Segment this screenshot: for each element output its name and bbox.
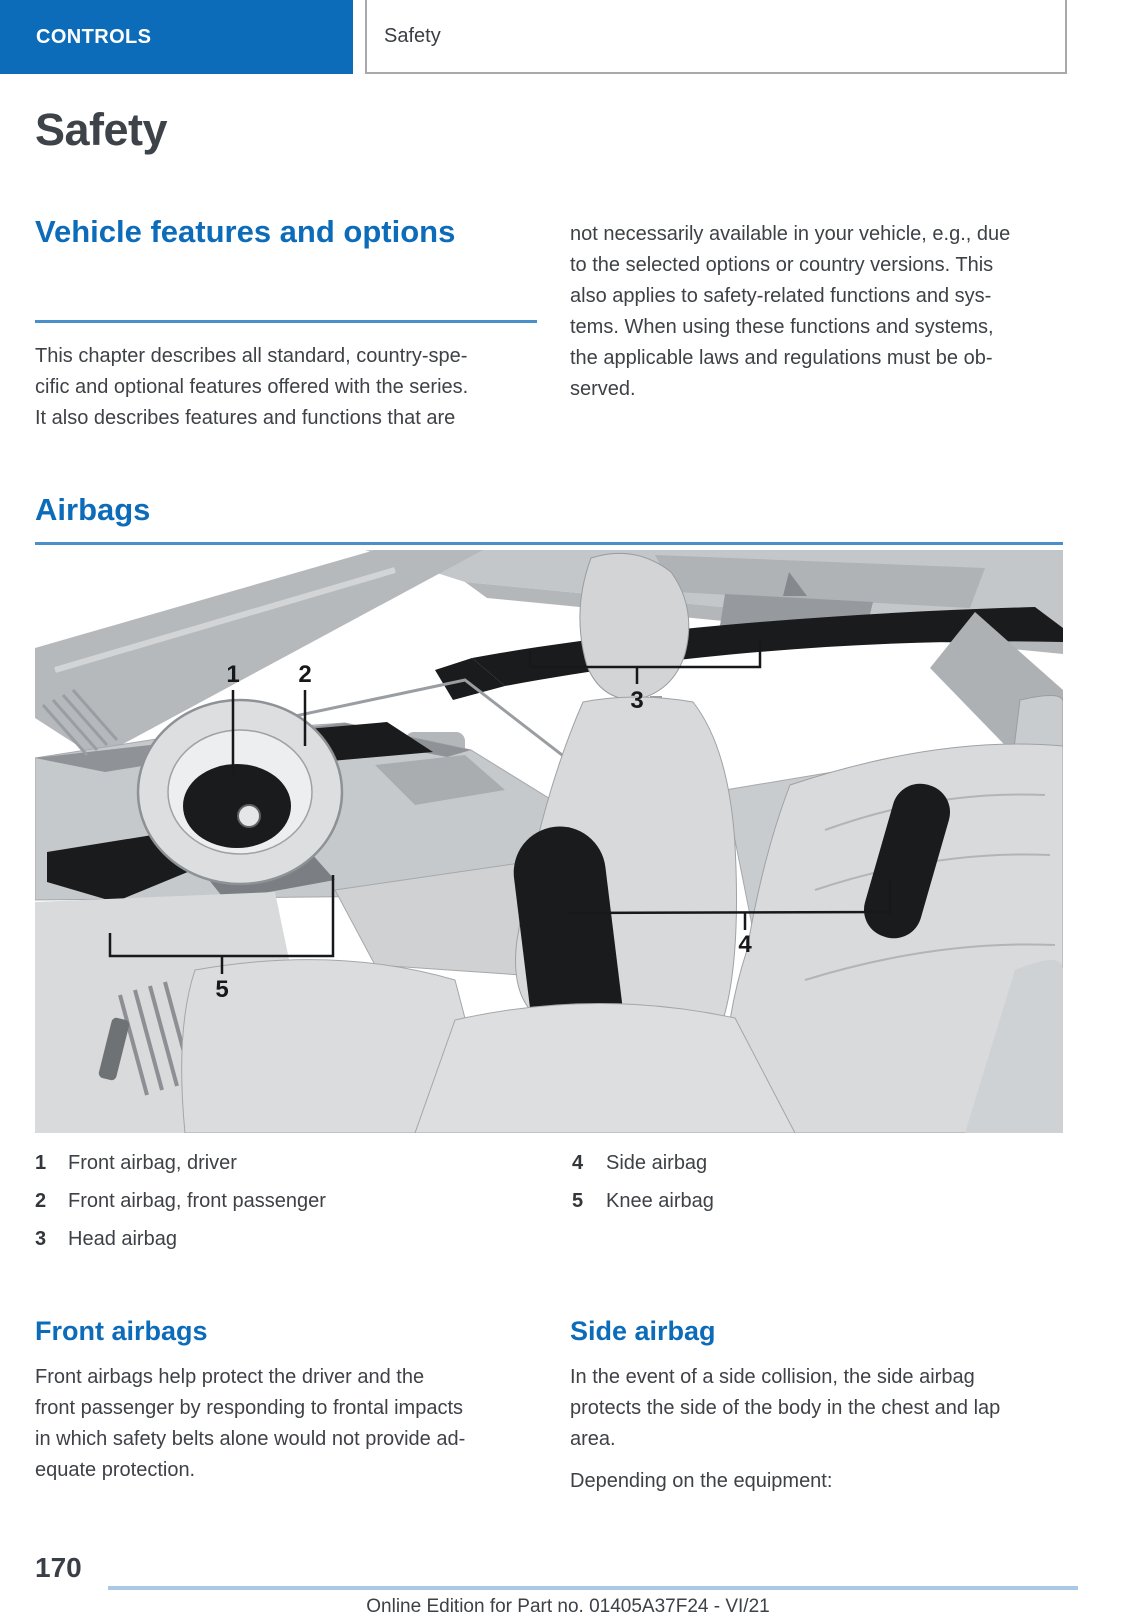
text-line: to the selected options or country versions. This bbox=[570, 254, 994, 276]
legend-number: 3 bbox=[35, 1228, 47, 1250]
text-line: the applicable laws and regulations must be ob- bbox=[570, 347, 993, 369]
text-line: protects the side of the body in the chest and lap bbox=[570, 1397, 1001, 1419]
text-line: served. bbox=[570, 378, 636, 400]
subsection-title-front-airbags: Front airbags bbox=[35, 1316, 208, 1346]
text-line: This chapter describes all standard, country-spe- bbox=[35, 345, 468, 367]
section-tab-label: Safety bbox=[384, 25, 441, 47]
page-title: Safety bbox=[35, 104, 168, 155]
legend-label: Knee airbag bbox=[606, 1190, 714, 1212]
legend-number: 4 bbox=[572, 1152, 584, 1174]
airbag-location-figure bbox=[35, 550, 1063, 1133]
callout-4-number: 4 bbox=[738, 931, 752, 958]
vehicle-features-paragraph-left bbox=[35, 341, 545, 434]
legend-number: 1 bbox=[35, 1152, 47, 1174]
section-tab bbox=[365, 0, 1067, 74]
footer-rule bbox=[108, 1586, 1078, 1590]
text-line: also applies to safety-related functions and sys- bbox=[570, 285, 992, 307]
text-line: area. bbox=[570, 1428, 616, 1450]
footer-note: Online Edition for Part no. 01405A37F24 - VI/21 bbox=[366, 1596, 770, 1617]
callout-1-number: 1 bbox=[226, 661, 240, 688]
text-line: It also describes features and functions that are bbox=[35, 407, 456, 429]
legend-label: Side airbag bbox=[606, 1152, 708, 1174]
section-title-airbags: Airbags bbox=[35, 492, 151, 527]
text-line: In the event of a side collision, the side airbag bbox=[570, 1366, 975, 1388]
text-line: front passenger by responding to frontal impacts bbox=[35, 1397, 464, 1419]
text-line: Depending on the equipment: bbox=[570, 1470, 833, 1492]
side-airbag-paragraph-2 bbox=[570, 1466, 1070, 1497]
text-line: cific and optional features offered with the series. bbox=[35, 376, 469, 398]
section-rule bbox=[35, 542, 1063, 545]
section-title-vehicle-features: Vehicle features and options bbox=[35, 214, 456, 249]
page-number: 170 bbox=[35, 1552, 82, 1583]
legend-number: 2 bbox=[35, 1190, 47, 1212]
subsection-title-side-airbag: Side airbag bbox=[570, 1316, 716, 1346]
text-line: in which safety belts alone would not provide ad- bbox=[35, 1428, 466, 1450]
legend-label: Front airbag, driver bbox=[68, 1152, 237, 1174]
callout-2-number: 2 bbox=[298, 661, 312, 688]
callout-3-number: 3 bbox=[630, 687, 644, 714]
side-airbag-paragraph bbox=[570, 1362, 1070, 1455]
callout-5-number: 5 bbox=[215, 976, 229, 1003]
text-line: equate protection. bbox=[35, 1459, 196, 1481]
car-interior-artwork bbox=[35, 550, 1063, 1133]
section-rule bbox=[35, 320, 537, 323]
text-line: Front airbags help protect the driver and the bbox=[35, 1366, 425, 1388]
chapter-banner-label: CONTROLS bbox=[36, 26, 152, 48]
legend-number: 5 bbox=[572, 1190, 584, 1212]
legend-label: Front airbag, front passenger bbox=[68, 1190, 326, 1212]
text-line: not necessarily available in your vehicle, e.g., due bbox=[570, 223, 1011, 245]
front-airbags-paragraph bbox=[35, 1362, 545, 1486]
text-line: tems. When using these functions and systems, bbox=[570, 316, 994, 338]
chapter-banner bbox=[0, 0, 353, 74]
airbag-location-illustration bbox=[35, 550, 1063, 1133]
legend-label: Head airbag bbox=[68, 1228, 177, 1250]
vehicle-features-paragraph-right bbox=[570, 219, 1070, 405]
